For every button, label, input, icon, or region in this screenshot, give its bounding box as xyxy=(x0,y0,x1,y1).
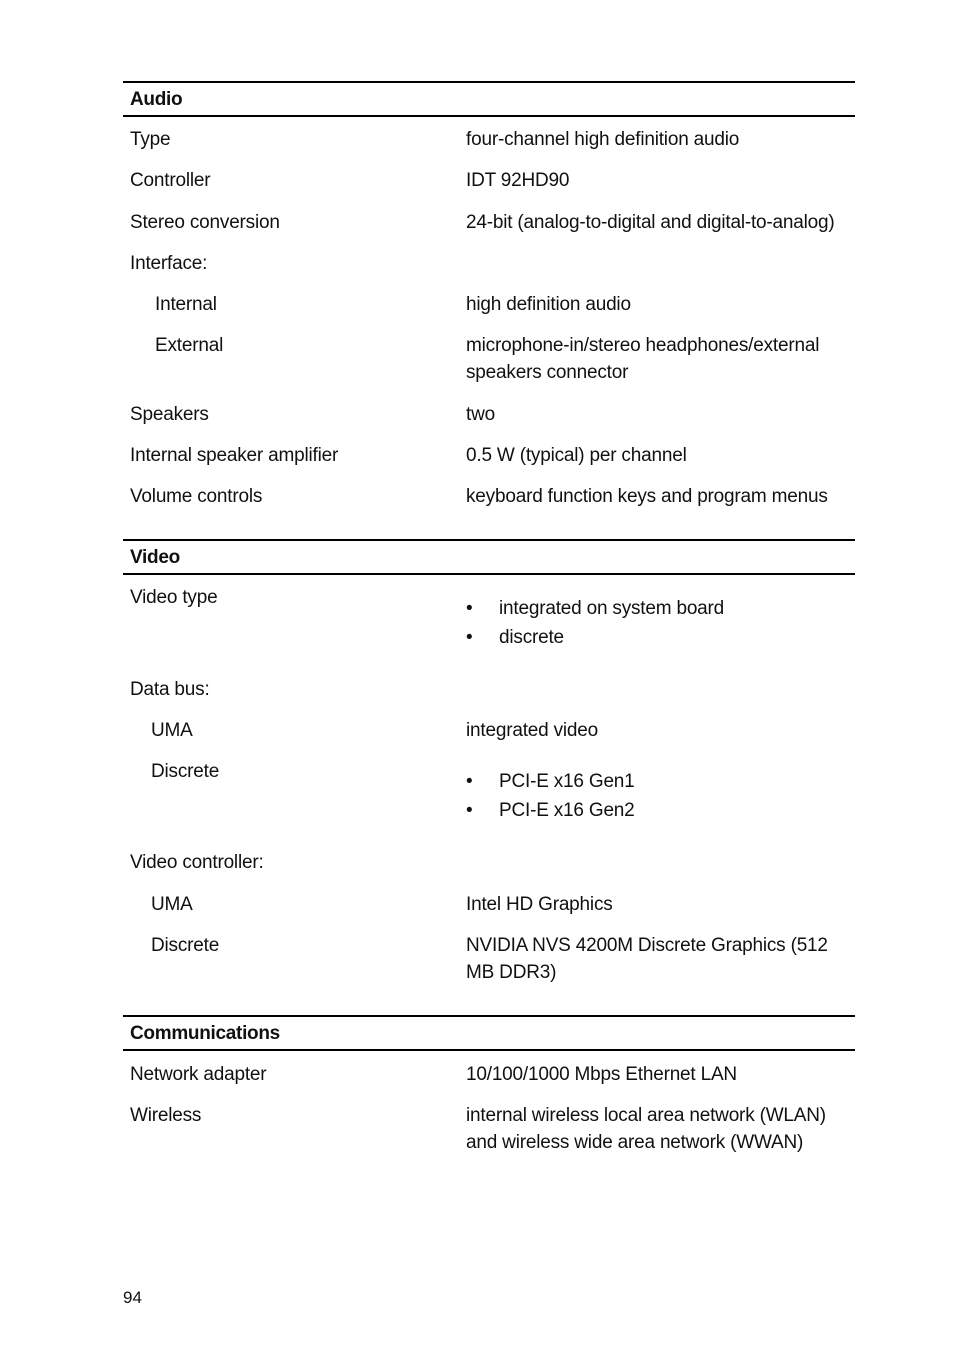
video-type-item: integrated on system board xyxy=(499,598,725,619)
video-header-title: Video xyxy=(130,547,180,568)
comm-network-value: 10/100/1000 Mbps Ethernet LAN xyxy=(466,1064,737,1085)
video-controller-label: Video controller: xyxy=(130,852,264,873)
video-ctrl-discrete-value-line1: NVIDIA NVS 4200M Discrete Graphics (512 xyxy=(466,935,828,956)
bullet-glyph: • xyxy=(466,598,473,619)
communications-header-title: Communications xyxy=(130,1023,280,1044)
audio-speakers-label: Speakers xyxy=(130,404,209,425)
comm-wireless-value-line2: and wireless wide area network (WWAN) xyxy=(466,1132,804,1153)
audio-volume-label: Volume controls xyxy=(130,486,263,507)
comm-wireless-value-line1: internal wireless local area network (WLAN) xyxy=(466,1105,826,1126)
video-bus-discrete-item: PCI-E x16 Gen1 xyxy=(499,771,635,792)
audio-external-value-line2: speakers connector xyxy=(466,362,629,383)
video-bus-label: Data bus: xyxy=(130,679,210,700)
video-bus-discrete-label: Discrete xyxy=(151,761,220,782)
communications-section-header xyxy=(123,1015,855,1051)
audio-stereo-label: Stereo conversion xyxy=(130,212,280,233)
audio-section-header xyxy=(123,81,855,117)
audio-volume-value: keyboard function keys and program menus xyxy=(466,486,828,507)
audio-external-label: External xyxy=(155,335,224,356)
comm-network-label: Network adapter xyxy=(130,1064,267,1085)
video-ctrl-discrete-value-line2: MB DDR3) xyxy=(466,962,557,983)
video-section-header xyxy=(123,539,855,575)
audio-amp-value: 0.5 W (typical) per channel xyxy=(466,445,687,466)
audio-amp-label: Internal speaker amplifier xyxy=(130,445,339,466)
video-bus-uma-value: integrated video xyxy=(466,720,599,741)
audio-interface-label: Interface: xyxy=(130,253,208,274)
video-ctrl-uma-value: Intel HD Graphics xyxy=(466,894,613,915)
video-type-item: discrete xyxy=(499,627,564,648)
video-ctrl-discrete-label: Discrete xyxy=(151,935,220,956)
audio-header-title: Audio xyxy=(130,89,183,110)
bullet-glyph: • xyxy=(466,800,473,821)
audio-internal-value: high definition audio xyxy=(466,294,631,315)
video-type-label: Video type xyxy=(130,587,218,608)
audio-internal-label: Internal xyxy=(155,294,217,315)
video-bus-discrete-item: PCI-E x16 Gen2 xyxy=(499,800,635,821)
audio-controller-label: Controller xyxy=(130,170,211,191)
comm-wireless-label: Wireless xyxy=(130,1105,202,1126)
video-bus-uma-label: UMA xyxy=(151,720,193,741)
audio-speakers-value: two xyxy=(466,404,495,425)
video-ctrl-uma-label: UMA xyxy=(151,894,193,915)
audio-type-value: four-channel high definition audio xyxy=(466,129,740,150)
audio-external-value-line1: microphone-in/stereo headphones/external xyxy=(466,335,820,356)
bullet-glyph: • xyxy=(466,627,473,648)
audio-type-label: Type xyxy=(130,129,171,150)
audio-stereo-value: 24-bit (analog-to-digital and digital-to-analog) xyxy=(466,212,835,233)
audio-controller-value: IDT 92HD90 xyxy=(466,170,570,191)
page-number: 94 xyxy=(123,1288,142,1307)
bullet-glyph: • xyxy=(466,771,473,792)
